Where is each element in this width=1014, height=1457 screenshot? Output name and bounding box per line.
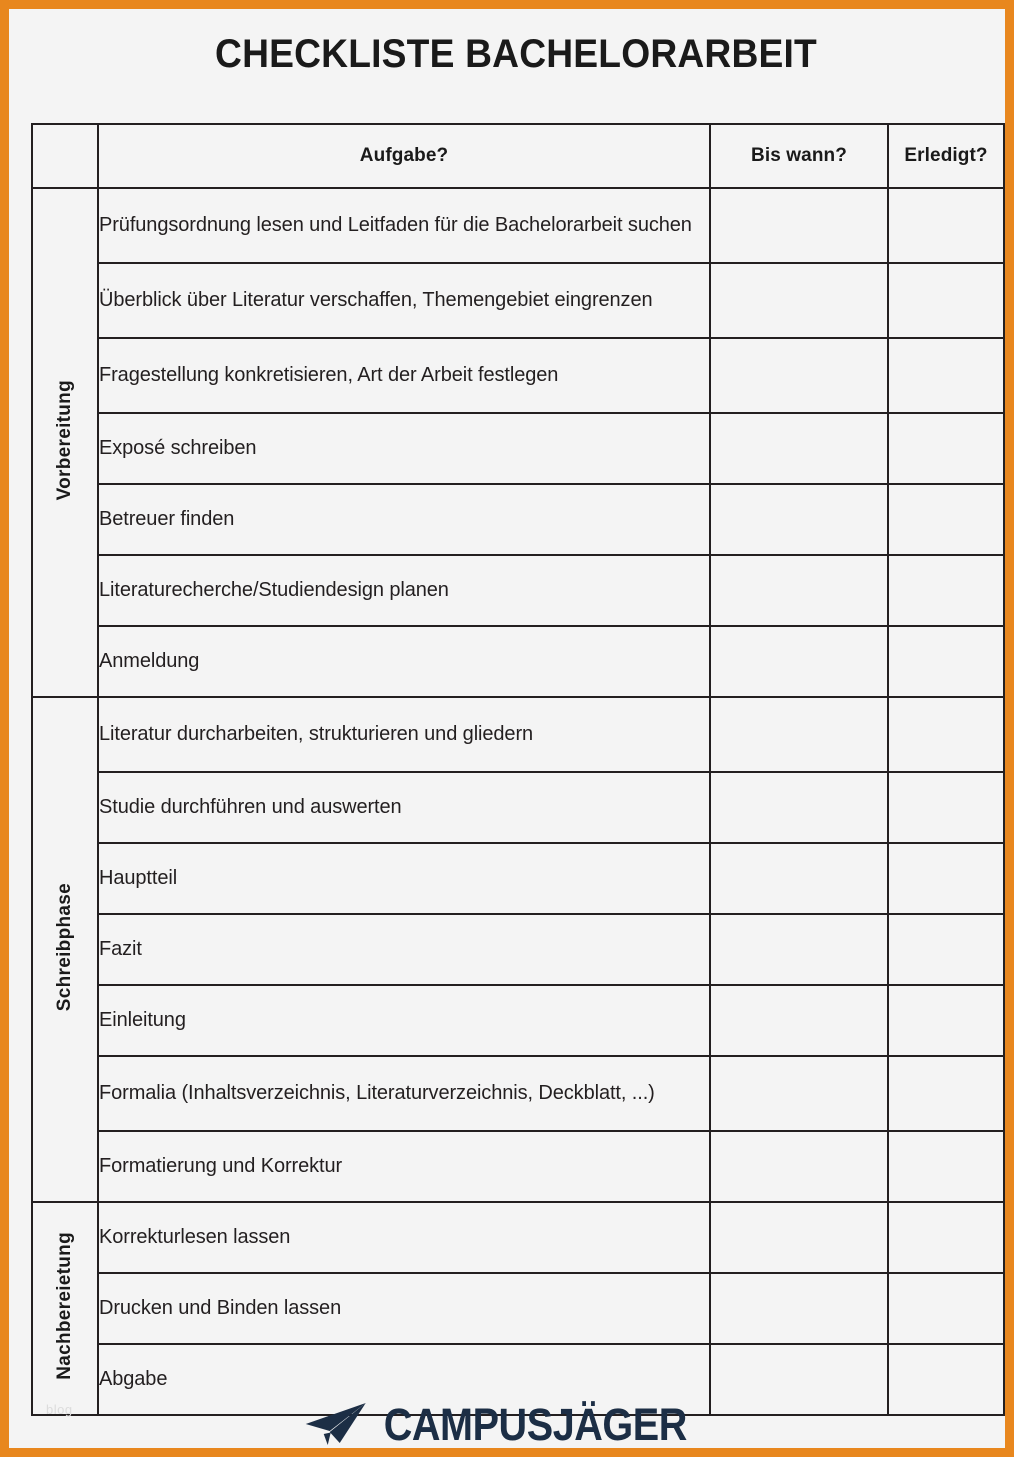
paper-plane-icon	[304, 1401, 370, 1447]
table-row	[32, 914, 1004, 985]
phase-cell-1	[32, 697, 98, 1202]
phase-cell-0	[32, 188, 98, 697]
header-task: Aufgabe?	[98, 124, 710, 188]
phase-label: Vorbereitung	[54, 379, 75, 501]
campusjaeger-logo	[304, 1398, 729, 1450]
table-row	[32, 484, 1004, 555]
done-cell[interactable]	[888, 338, 1004, 413]
header-row	[32, 124, 1004, 188]
table-row	[32, 626, 1004, 697]
task-cell: Exposé schreiben	[98, 413, 710, 484]
table-row	[32, 772, 1004, 843]
table-row	[32, 338, 1004, 413]
done-cell[interactable]	[888, 697, 1004, 772]
table-body	[32, 188, 1004, 1415]
done-cell[interactable]	[888, 914, 1004, 985]
task-cell: Korrekturlesen lassen	[98, 1202, 710, 1273]
table-row	[32, 843, 1004, 914]
task-cell: Fazit	[98, 914, 710, 985]
done-cell[interactable]	[888, 413, 1004, 484]
due-cell[interactable]	[710, 555, 888, 626]
due-cell[interactable]	[710, 484, 888, 555]
task-cell: Formatierung und Korrektur	[98, 1131, 710, 1202]
table-row	[32, 1131, 1004, 1202]
done-cell[interactable]	[888, 1131, 1004, 1202]
task-cell: Formalia (Inhaltsverzeichnis, Literaturverzeichnis, Deckblatt, ...)	[98, 1056, 710, 1131]
task-cell: Einleitung	[98, 985, 710, 1056]
task-cell: Abgabe	[98, 1344, 710, 1415]
due-cell[interactable]	[710, 1273, 888, 1344]
blog-watermark: blog	[46, 1402, 73, 1417]
table-row	[32, 1202, 1004, 1273]
due-cell[interactable]	[710, 1202, 888, 1273]
due-cell[interactable]	[710, 1131, 888, 1202]
task-cell: Anmeldung	[98, 626, 710, 697]
done-cell[interactable]	[888, 484, 1004, 555]
done-cell[interactable]	[888, 1056, 1004, 1131]
done-cell[interactable]	[888, 772, 1004, 843]
phase-cell-2	[32, 1202, 98, 1415]
due-cell[interactable]	[710, 188, 888, 263]
done-cell[interactable]	[888, 555, 1004, 626]
table-row	[32, 1273, 1004, 1344]
table-row	[32, 697, 1004, 772]
checklist-table	[31, 123, 1005, 1416]
due-cell[interactable]	[710, 772, 888, 843]
task-cell: Betreuer finden	[98, 484, 710, 555]
page-content	[18, 18, 1014, 1457]
table-row	[32, 985, 1004, 1056]
table-row	[32, 263, 1004, 338]
due-cell[interactable]	[710, 1056, 888, 1131]
task-cell: Fragestellung konkretisieren, Art der Arbeit festlegen	[98, 338, 710, 413]
table-row	[32, 1056, 1004, 1131]
done-cell[interactable]	[888, 985, 1004, 1056]
due-cell[interactable]	[710, 697, 888, 772]
task-cell: Überblick über Literatur verschaffen, Themengebiet eingrenzen	[98, 263, 710, 338]
table-header	[32, 124, 1004, 188]
task-cell: Drucken und Binden lassen	[98, 1273, 710, 1344]
phase-label: Schreibphase	[54, 882, 75, 1012]
done-cell[interactable]	[888, 626, 1004, 697]
due-cell[interactable]	[710, 263, 888, 338]
done-cell[interactable]	[888, 188, 1004, 263]
page-title: CHECKLISTE BACHELORARBEIT	[215, 32, 817, 76]
task-cell: Studie durchführen und auswerten	[98, 772, 710, 843]
due-cell[interactable]	[710, 626, 888, 697]
header-done: Erledigt?	[888, 124, 1004, 188]
task-cell: Hauptteil	[98, 843, 710, 914]
due-cell[interactable]	[710, 985, 888, 1056]
due-cell[interactable]	[710, 413, 888, 484]
task-cell: Literatur durcharbeiten, strukturieren und gliedern	[98, 697, 710, 772]
due-cell[interactable]	[710, 914, 888, 985]
task-cell: Prüfungsordnung lesen und Leitfaden für die Bachelorarbeit suchen	[98, 188, 710, 263]
table-row	[32, 413, 1004, 484]
due-cell[interactable]	[710, 338, 888, 413]
page-footer	[18, 1389, 1014, 1453]
task-cell: Literaturecherche/Studiendesign planen	[98, 555, 710, 626]
phase-label: Nachbereietung	[54, 1232, 75, 1380]
done-cell[interactable]	[888, 263, 1004, 338]
header-phase	[32, 124, 98, 188]
brand-name: CAMPUSJÄGER	[383, 1398, 687, 1450]
done-cell[interactable]	[888, 843, 1004, 914]
done-cell[interactable]	[888, 1202, 1004, 1273]
done-cell[interactable]	[888, 1273, 1004, 1344]
table-row	[32, 555, 1004, 626]
due-cell[interactable]	[710, 843, 888, 914]
table-row	[32, 188, 1004, 263]
header-due: Bis wann?	[710, 124, 888, 188]
